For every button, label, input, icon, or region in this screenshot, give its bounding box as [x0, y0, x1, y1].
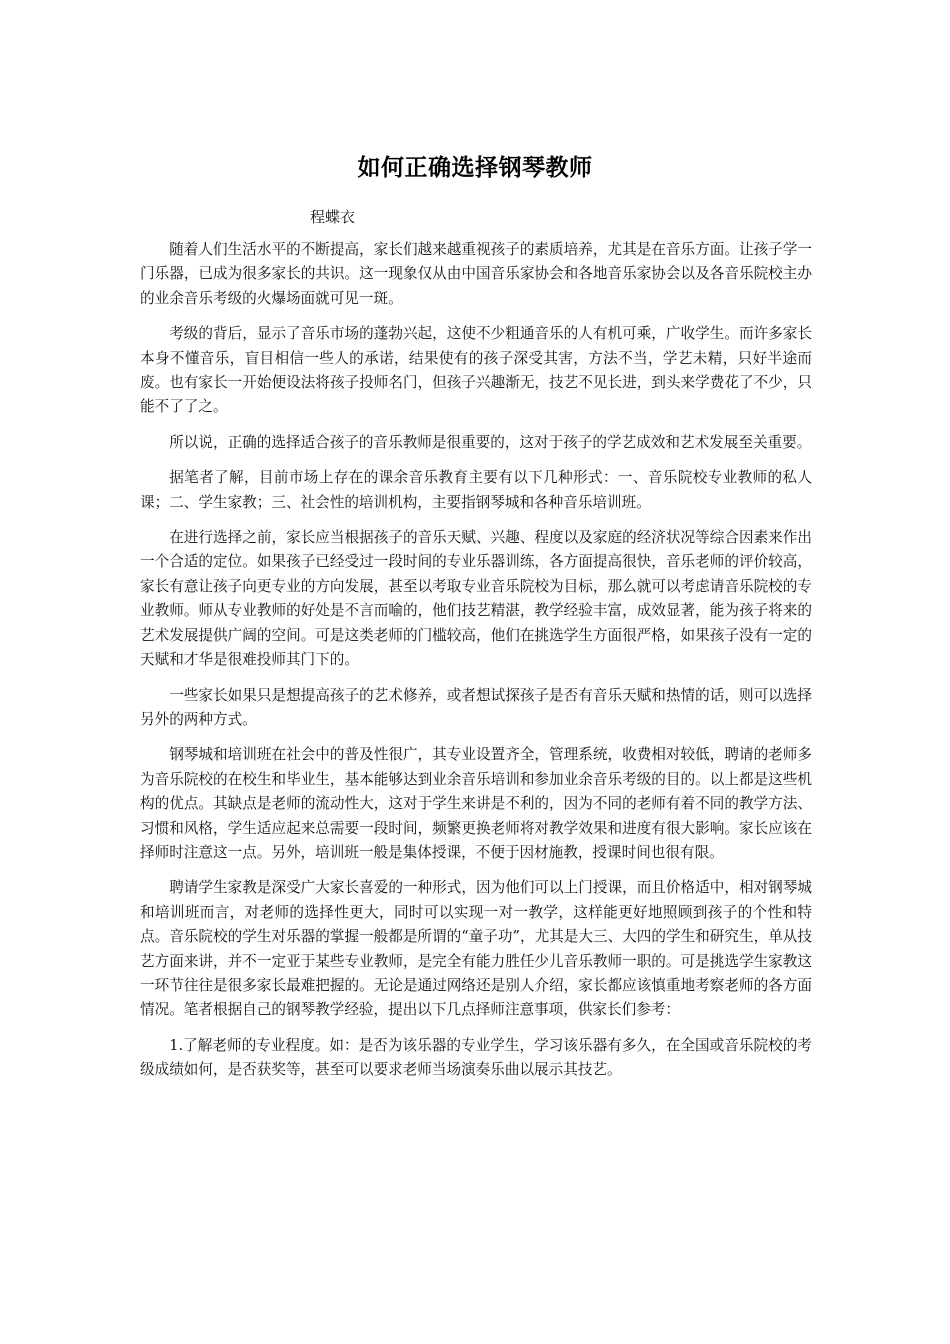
- paragraph-5: 在进行选择之前，家长应当根据孩子的音乐天赋、兴趣、程度以及家庭的经济状况等综合因素来作出一个合适的定位。如果孩子已经受过一段时间的专业乐器训练，各方面提高很快，音乐老师的评价较高，家长有意让孩子向更专业的方向发展，甚至以考取专业音乐院校为目标，那么就可以考虑请音乐院校的专业教师。师从专业教师的好处是不言而喻的，他们技艺精湛，教学经验丰富，成效显著，能为孩子将来的艺术发展提供广阔的空间。可是这类老师的门槛较高，他们在挑选学生方面很严格，如果孩子没有一定的天赋和才华是很难投师其门下的。: [140, 529, 812, 669]
- paragraph-8: 聘请学生家教是深受广大家长喜爱的一种形式，因为他们可以上门授课，而且价格适中，相对钢琴城和培训班而言，对老师的选择性更大，同时可以实现一对一教学，这样能更好地照顾到孩子的个性和特点。音乐院校的学生对乐器的掌握一般都是所谓的“童子功”，尤其是大三、大四的学生和研究生，单从技艺方面来讲，并不一定亚于某些专业教师，是完全有能力胜任少儿音乐教师一职的。可是挑选学生家教这一环节往往是很多家长最难把握的。无论是通过网络还是别人介绍，家长都应该慎重地考察老师的各方面情况。笔者根据自己的钢琴教学经验，提出以下几点择师注意事项，供家长们参考：: [140, 879, 812, 1019]
- paragraph-4: 据笔者了解，目前市场上存在的课余音乐教育主要有以下几种形式：一、音乐院校专业教师的私人课；二、学生家教；三、社会性的培训机构，主要指钢琴城和各种音乐培训班。: [140, 469, 812, 511]
- document-title: 如何正确选择钢琴教师: [357, 155, 593, 181]
- document-author: 程蝶衣: [310, 208, 356, 226]
- paragraph-7: 钢琴城和培训班在社会中的普及性很广，其专业设置齐全，管理系统，收费相对较低，聘请的老师多为音乐院校的在校生和毕业生，基本能够达到业余音乐培训和参加业余音乐考级的目的。以上都是这些机构的优点。其缺点是老师的流动性大，这对于学生来讲是不利的，因为不同的老师有着不同的教学方法、习惯和风格，学生适应起来总需要一段时间，频繁更换老师将对教学效果和进度有很大影响。家长应该在择师时注意这一点。另外，培训班一般是集体授课，不便于因材施教，授课时间也很有限。: [140, 746, 812, 861]
- paragraph-2: 考级的背后，显示了音乐市场的蓬勃兴起，这使不少粗通音乐的人有机可乘，广收学生。而许多家长本身不懂音乐，盲目相信一些人的承诺，结果使有的孩子深受其害，方法不当，学艺未精，只好半途而废。也有家长一开始便设法将孩子投师名门，但孩子兴趣渐无，技艺不见长进，到头来学费花了不少，只能不了了之。: [140, 325, 812, 416]
- document-body: [140, 238, 812, 1094]
- paragraph-9: 1.了解老师的专业程度。如：是否为该乐器的专业学生，学习该乐器有多久，在全国或音乐院校的考级成绩如何，是否获奖等，甚至可以要求老师当场演奏乐曲以展示其技艺。: [140, 1036, 812, 1079]
- paragraph-3: 所以说，正确的选择适合孩子的音乐教师是很重要的，这对于孩子的学艺成效和艺术发展至关重要。: [169, 433, 812, 451]
- paragraph-1: 随着人们生活水平的不断提高，家长们越来越重视孩子的素质培养，尤其是在音乐方面。让孩子学一门乐器，已成为很多家长的共识。这一现象仅从由中国音乐家协会和各地音乐家协会以及各音乐院校主办的业余音乐考级的火爆场面就可见一斑。: [140, 241, 812, 307]
- paragraph-6: 一些家长如果只是想提高孩子的艺术修养，或者想试探孩子是否有音乐天赋和热情的话，则可以选择另外的两种方式。: [140, 686, 812, 728]
